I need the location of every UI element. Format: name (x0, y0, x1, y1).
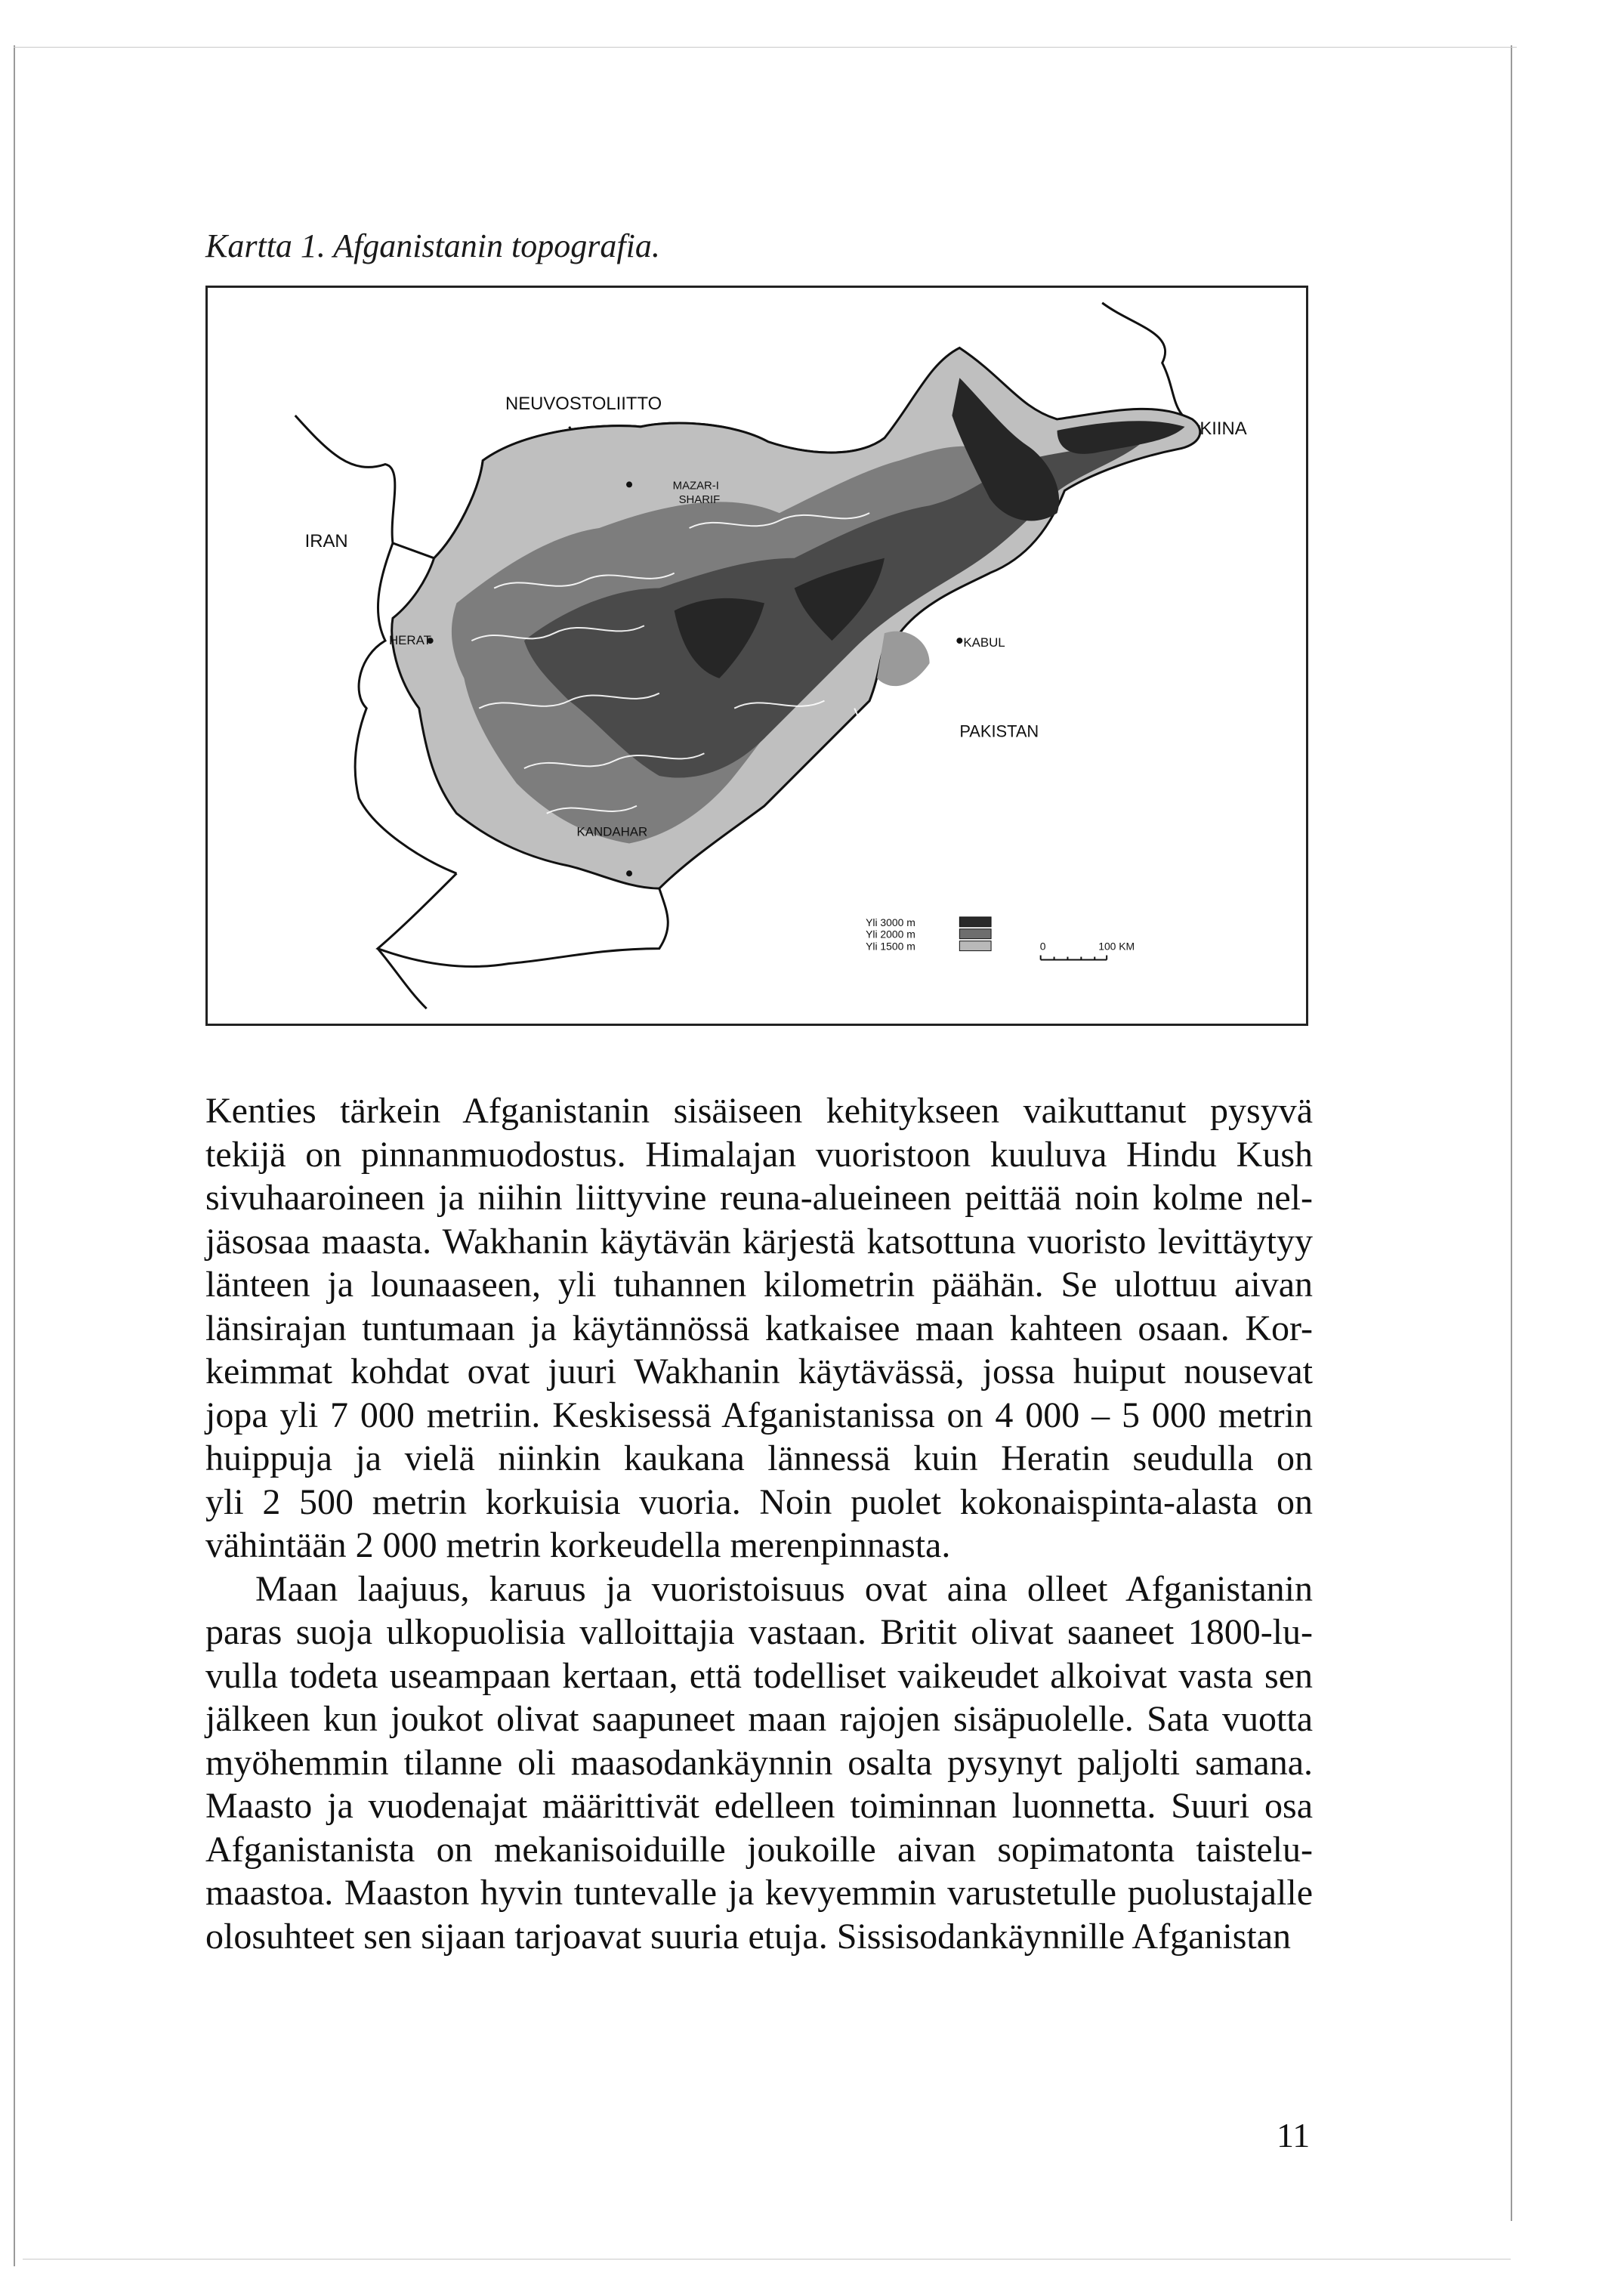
text-line: vähintään 2 000 metrin korkeudella merenpinnasta. (205, 1525, 951, 1565)
relief-shading (392, 348, 1200, 889)
figure-caption: Kartta 1. Afganistanin topografia. (205, 227, 660, 264)
scan-edge-right (1511, 45, 1512, 2221)
label-china: KIINA (1199, 418, 1247, 439)
legend-swatch-2000 (959, 929, 991, 939)
legend-label-1500: Yli 1500 m (866, 940, 915, 953)
scale-end-label: 100 KM (1098, 940, 1135, 953)
map-legend (866, 916, 991, 953)
text-line: Kenties tärkein Afganistanin sisäiseen kehitykseen vaikuttanut pysyvä (205, 1091, 1313, 1131)
text-line: jäsosaa maasta. Wakhanin käytävän kärjestä katsottuna vuoristo levittäytyy (205, 1221, 1313, 1262)
text-line: länsirajan tuntumaan ja käytännössä katkaisee maan kahteen osaan. Kor- (205, 1308, 1313, 1348)
map-svg (208, 288, 1306, 1024)
text-line: Maan laajuus, karuus ja vuoristoisuus ovat aina olleet Afganistanin (255, 1568, 1313, 1609)
text-line: jälkeen kun joukot olivat saapuneet maan rajojen sisäpuolelle. Sata vuotta (205, 1699, 1313, 1739)
legend-swatch-3000 (959, 917, 991, 927)
text-line: sivuhaaroineen ja niihin liittyvine reuna-alueineen peittää noin kolme nel- (205, 1178, 1313, 1218)
label-iran: IRAN (304, 530, 348, 551)
label-sharif: SHARIF (678, 494, 721, 507)
southern-border (378, 873, 668, 966)
text-line: keimmat kohdat ovat juuri Wakhanin käytävässä, jossa huiput nousevat (205, 1351, 1313, 1392)
text-line: myöhemmin tilanne oli maasodankäynnin osalta pysynyt paljolti samana. (205, 1742, 1313, 1783)
page-number: 11 (1277, 2116, 1311, 2154)
label-pakistan: PAKISTAN (959, 721, 1039, 741)
label-kandahar: KANDAHAR (576, 824, 648, 839)
label-mazar: MAZAR-I (672, 480, 719, 493)
scan-edge-top (14, 47, 1517, 48)
text-line: Afganistanista on mekanisoiduille joukoille aivan sopimatonta taistelu- (205, 1829, 1313, 1870)
scale-bar (1040, 941, 1135, 960)
legend-label-2000: Yli 2000 m (866, 928, 915, 941)
text-line: jopa yli 7 000 metriin. Keskisessä Afganistanissa on 4 000 – 5 000 metrin (205, 1395, 1313, 1435)
legend-label-3000: Yli 3000 m (866, 916, 915, 928)
text-line: yli 2 500 metrin korkuisia vuoria. Noin puolet kokonaispinta-alasta on (205, 1481, 1313, 1522)
paragraph-2 (205, 1568, 1313, 1959)
text-line: tekijä on pinnanmuodostus. Himalajan vuoristoon kuuluva Hindu Kush (205, 1134, 1313, 1175)
label-kabul: KABUL (963, 635, 1005, 650)
topography-map (205, 286, 1308, 1026)
body-text (205, 1089, 1313, 1958)
label-herat: HERAT (389, 633, 431, 648)
scan-edge-left (14, 45, 15, 2266)
text-line: olosuhteet sen sijaan tarjoavat suuria etuja. Sissisodankäynnille Afganistan (205, 1916, 1292, 1957)
legend-swatch-1500 (959, 941, 991, 951)
text-line: Maasto ja vuodenajat määrittivät edelleen toiminnan luonnetta. Suuri osa (205, 1786, 1313, 1826)
text-line: maastoa. Maaston hyvin tuntevalle ja kevyemmin varustetulle puolustajalle (205, 1873, 1313, 1913)
paragraph-1 (205, 1089, 1313, 1568)
text-line: vulla todeta useampaan kertaan, että todelliset vaikeudet alkoivat vasta sen (205, 1655, 1313, 1696)
label-ussr: NEUVOSTOLIITTO (505, 394, 662, 415)
text-line: paras suoja ulkopuolisia valloittajia vastaan. Britit olivat saaneet 1800-lu- (205, 1612, 1313, 1652)
text-line: länteen ja lounaaseen, yli tuhannen kilometrin päähän. Se ulottuu aivan (205, 1265, 1313, 1305)
text-line: huippuja ja vielä niinkin kaukana lännessä kuin Heratin seudulla on (205, 1438, 1313, 1478)
scale-start-label: 0 (1039, 940, 1046, 953)
